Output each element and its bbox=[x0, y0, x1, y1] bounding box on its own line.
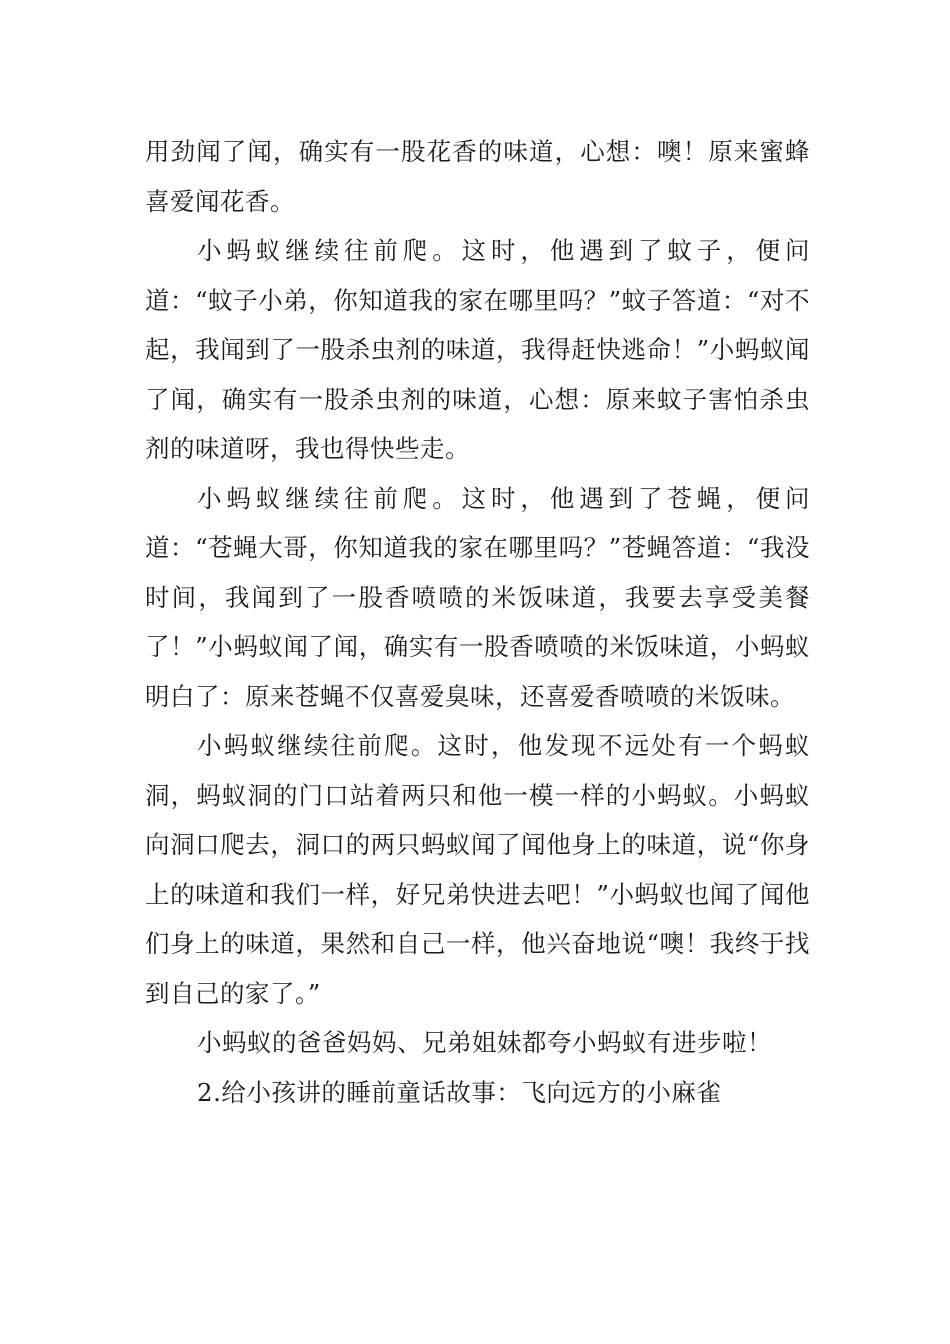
story-heading: 2.给小孩讲的睡前童话故事：飞向远方的小麻雀 bbox=[197, 1077, 722, 1107]
paragraph-continuation: 用劲闻了闻，确实有一股花香的味道，心想：噢！原来蜜蜂喜爱闻花香。 bbox=[145, 137, 810, 216]
document-body bbox=[145, 127, 810, 1117]
paragraph-fly: 小蚂蚁继续往前爬。这时，他遇到了苍蝇，便问道：“苍蝇大哥，你知道我的家在哪里吗？”苍蝇答道：“我没时间，我闻到了一股香喷喷的米饭味道，我要去享受美餐了！”小蚂蚁闻了闻，确实有一股香喷喷的米饭味道，小蚂蚁明白了：原来苍蝇不仅喜爱臭味，还喜爱香喷喷的米饭味。 bbox=[145, 483, 810, 711]
paragraph-mosquito: 小蚂蚁继续往前爬。这时，他遇到了蚊子，便问道：“蚊子小弟，你知道我的家在哪里吗？”蚊子答道：“对不起，我闻到了一股杀虫剂的味道，我得赶快逃命！”小蚂蚁闻了闻，确实有一股杀虫剂的味道，心想：原来蚊子害怕杀虫剂的味道呀，我也得快些走。 bbox=[145, 236, 810, 463]
paragraph-ant-home: 小蚂蚁继续往前爬。这时，他发现不远处有一个蚂蚁洞，蚂蚁洞的门口站着两只和他一模一样的小蚂蚁。小蚂蚁向洞口爬去，洞口的两只蚂蚁闻了闻他身上的味道，说“你身上的味道和我们一样，好兄弟快进去吧！”小蚂蚁也闻了闻他们身上的味道，果然和自己一样，他兴奋地说“噢！我终于找到自己的家了。” bbox=[145, 731, 810, 1008]
paragraph-praise: 小蚂蚁的爸爸妈妈、兄弟姐妹都夸小蚂蚁有进步啦！ bbox=[197, 1028, 772, 1057]
